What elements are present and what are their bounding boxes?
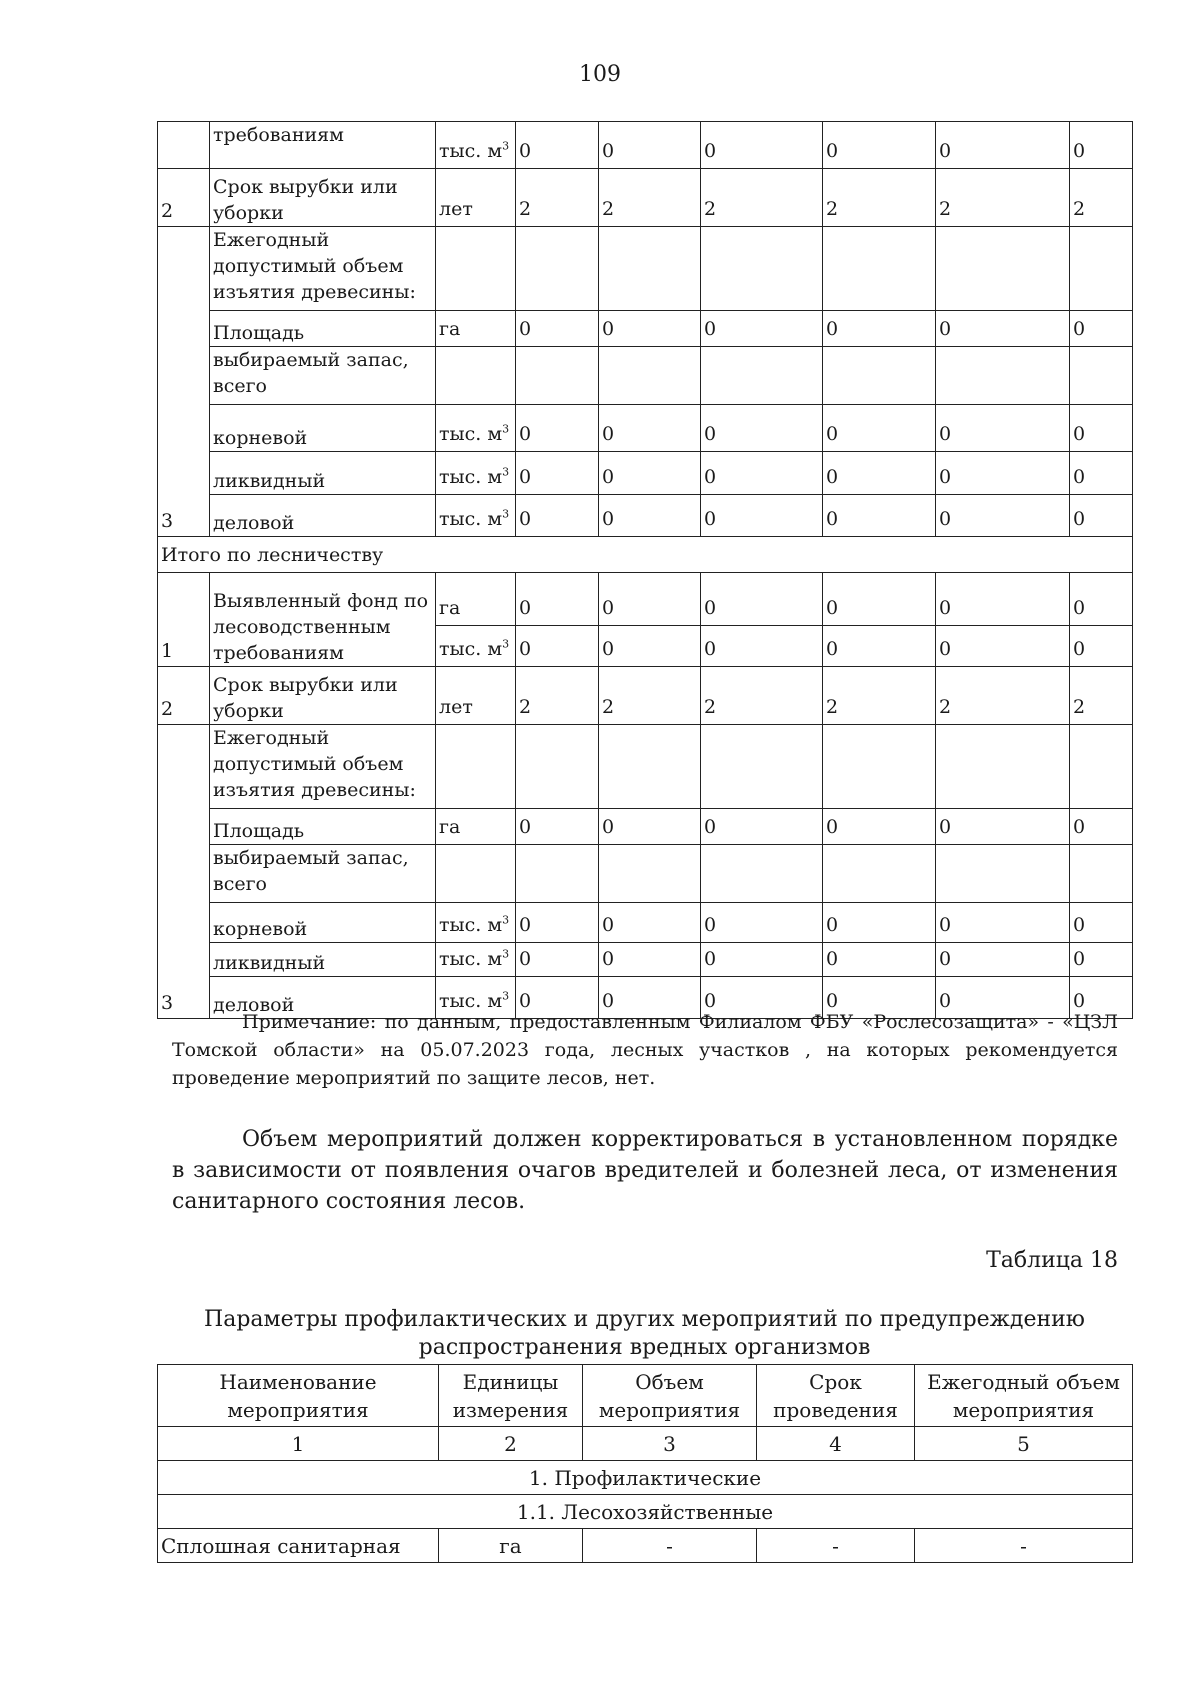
table-cell: 2	[439, 1427, 583, 1461]
table-cell: 0	[701, 452, 823, 495]
table-cell: 3	[158, 227, 210, 537]
table-cell	[436, 122, 516, 169]
table-row	[158, 1529, 1133, 1563]
table-row	[158, 943, 1133, 977]
table-cell: 3	[583, 1427, 757, 1461]
unit-superscript: 3	[502, 422, 510, 436]
table-cell: Площадь	[210, 809, 436, 845]
table-cell	[436, 495, 516, 537]
table-cell	[1070, 227, 1133, 311]
table-cell: Площадь	[210, 311, 436, 347]
table-cell	[701, 347, 823, 405]
table-cell: 0	[701, 311, 823, 347]
table-cell: 0	[701, 977, 823, 1019]
table-cell	[936, 845, 1070, 903]
table-cell: 2	[701, 667, 823, 725]
table-cell	[1070, 845, 1133, 903]
table-cell: 0	[516, 943, 599, 977]
page-number: 109	[579, 62, 621, 87]
unit-label: тыс. м	[439, 423, 503, 445]
table-cell: га	[436, 311, 516, 347]
table-cell: 0	[701, 903, 823, 943]
table-cell: 0	[936, 452, 1070, 495]
table-cell: 0	[599, 903, 701, 943]
table-cell: 0	[823, 903, 936, 943]
table-cell: 0	[599, 405, 701, 452]
table-cell: 0	[701, 573, 823, 626]
table-header-row	[158, 1365, 1133, 1427]
table-cell	[1070, 725, 1133, 809]
table-cell: 2	[1070, 169, 1133, 227]
unit-superscript: 3	[502, 637, 510, 651]
table-cell	[436, 903, 516, 943]
unit-label: тыс. м	[439, 990, 503, 1012]
table-cell	[936, 725, 1070, 809]
table-cell: 2	[701, 169, 823, 227]
table-cell: 2	[1070, 667, 1133, 725]
table-cell	[436, 347, 516, 405]
table-cell: 0	[701, 122, 823, 169]
table-cell: 2	[158, 169, 210, 227]
unit-label: тыс. м	[439, 914, 503, 936]
table-cell: 0	[823, 122, 936, 169]
table-cell: 0	[599, 943, 701, 977]
table-cell: 1. Профилактические	[158, 1461, 1133, 1495]
unit-label: тыс. м	[439, 638, 503, 660]
table-cell: 0	[1070, 452, 1133, 495]
column-header: Наименование мероприятия	[158, 1365, 439, 1427]
table-cell: 0	[936, 809, 1070, 845]
table-cell: Срок вырубки или уборки	[210, 667, 436, 725]
table-cell: -	[757, 1529, 915, 1563]
unit-label: тыс. м	[439, 466, 503, 488]
table-cell: 0	[936, 977, 1070, 1019]
table-cell: 2	[823, 169, 936, 227]
table-cell: 0	[1070, 626, 1133, 667]
table-cell: 0	[599, 626, 701, 667]
table-cell	[823, 725, 936, 809]
table-cell: 0	[1070, 122, 1133, 169]
section-row	[158, 1461, 1133, 1495]
unit-superscript: 3	[502, 507, 510, 521]
table-cell: 0	[516, 573, 599, 626]
table-cell: 0	[516, 452, 599, 495]
table-cell: выбираемый запас, всего	[210, 845, 436, 903]
table-cell: 1	[158, 1427, 439, 1461]
table-cell: 0	[516, 122, 599, 169]
table-cell: 4	[757, 1427, 915, 1461]
table-cell	[436, 943, 516, 977]
table-cell: 0	[823, 405, 936, 452]
note-paragraph: Примечание: по данным, предоставленным Филиалом ФБУ «Рослесозащита» - «ЦЗЛ Томской области» на 05.07.2023 года, лесных участков , на которых рекомендуется проведение мероприятий по защите лесов, нет.	[172, 1011, 1118, 1089]
table-cell: 0	[516, 809, 599, 845]
table-cell: 0	[936, 495, 1070, 537]
table-cell	[516, 227, 599, 311]
table-cell	[823, 347, 936, 405]
column-header: Срок проведения	[757, 1365, 915, 1427]
table-cell	[436, 452, 516, 495]
table-cell	[436, 626, 516, 667]
column-header: Объем мероприятия	[583, 1365, 757, 1427]
table-cell: требованиям	[210, 122, 436, 169]
table-cell: 0	[936, 311, 1070, 347]
table-cell: 0	[599, 122, 701, 169]
table-cell: 0	[599, 809, 701, 845]
table-row	[158, 845, 1133, 903]
table-cell: 0	[599, 452, 701, 495]
table-cell: Ежегодный допустимый объем изъятия древесины:	[210, 725, 436, 809]
table-cell: деловой	[210, 977, 436, 1019]
table-cell	[436, 725, 516, 809]
table-cell	[1070, 347, 1133, 405]
table-cell: лет	[436, 169, 516, 227]
table-cell: 0	[516, 405, 599, 452]
table-row	[158, 169, 1133, 227]
table-cell: 0	[823, 311, 936, 347]
unit-label: тыс. м	[439, 508, 503, 530]
table-cell: 0	[823, 452, 936, 495]
itogo-label: Итого по лесничеству	[158, 537, 1133, 573]
table-cell: 0	[936, 626, 1070, 667]
table-row	[158, 311, 1133, 347]
table-cell: га	[436, 809, 516, 845]
table-row	[158, 452, 1133, 495]
table-cell: 0	[1070, 943, 1133, 977]
table-cell: га	[436, 573, 516, 626]
table-cell: 0	[516, 495, 599, 537]
unit-superscript: 3	[502, 947, 510, 961]
table-cell: 0	[936, 943, 1070, 977]
table-cell: -	[915, 1529, 1133, 1563]
table-cell: 1	[158, 573, 210, 667]
table-cell	[599, 725, 701, 809]
table-cell: Сплошная санитарная	[158, 1529, 439, 1563]
table-cell: 0	[936, 405, 1070, 452]
table-cell: корневой	[210, 405, 436, 452]
table-row	[158, 725, 1133, 809]
table-row	[158, 667, 1133, 725]
table-label: Таблица 18	[986, 1248, 1118, 1273]
table-cell: 2	[516, 667, 599, 725]
column-number-row	[158, 1427, 1133, 1461]
table-title: Параметры профилактических и других мероприятий по предупреждению распространения вредных организмов	[204, 1307, 1085, 1360]
table-cell: 0	[1070, 311, 1133, 347]
table-cell: Ежегодный допустимый объем изъятия древесины:	[210, 227, 436, 311]
table-cell	[436, 405, 516, 452]
table-cell	[701, 725, 823, 809]
table-cell: 0	[516, 977, 599, 1019]
table-cell: 0	[1070, 495, 1133, 537]
table-cell: ликвидный	[210, 452, 436, 495]
table-cell: 0	[599, 977, 701, 1019]
unit-superscript: 3	[502, 989, 510, 1003]
table-cell: лет	[436, 667, 516, 725]
table-cell: 2	[823, 667, 936, 725]
table-cell: Выявленный фонд по лесоводственным требованиям	[210, 573, 436, 667]
table-cell: 0	[516, 311, 599, 347]
table-cell: 2	[516, 169, 599, 227]
table-cell: -	[583, 1529, 757, 1563]
table-cell: 3	[158, 725, 210, 1019]
table-cell: 0	[701, 943, 823, 977]
table-cell: 0	[516, 903, 599, 943]
table-cell: 5	[915, 1427, 1133, 1461]
table-cell: 0	[823, 943, 936, 977]
table-row	[158, 809, 1133, 845]
unit-superscript: 3	[502, 139, 510, 153]
measures-table	[157, 1364, 1133, 1563]
table-cell: 0	[701, 495, 823, 537]
table-cell: 2	[599, 667, 701, 725]
table-cell: 0	[936, 903, 1070, 943]
table-cell: 0	[823, 626, 936, 667]
table-cell: 2	[936, 169, 1070, 227]
table-cell: 0	[1070, 573, 1133, 626]
table-cell: 0	[936, 122, 1070, 169]
table-cell: 0	[599, 311, 701, 347]
table-cell	[516, 845, 599, 903]
table-row	[158, 903, 1133, 943]
table-cell	[516, 725, 599, 809]
column-header: Единицы измерения	[439, 1365, 583, 1427]
table-cell: 0	[936, 573, 1070, 626]
table-cell: 0	[823, 809, 936, 845]
table-cell: 0	[1070, 977, 1133, 1019]
table-cell	[936, 347, 1070, 405]
table-cell: 0	[516, 626, 599, 667]
table-cell	[823, 227, 936, 311]
table-cell	[701, 227, 823, 311]
table-cell: 0	[823, 573, 936, 626]
unit-superscript: 3	[502, 913, 510, 927]
table-cell: 0	[1070, 809, 1133, 845]
unit-label: тыс. м	[439, 140, 503, 162]
section-row	[158, 1495, 1133, 1529]
table-cell	[599, 347, 701, 405]
table-cell: выбираемый запас, всего	[210, 347, 436, 405]
table-cell	[599, 845, 701, 903]
table-row	[158, 573, 1133, 626]
table-cell: 0	[599, 573, 701, 626]
table-cell: 0	[1070, 405, 1133, 452]
table-cell: 0	[1070, 903, 1133, 943]
table-cell: 0	[701, 405, 823, 452]
table-row	[158, 122, 1133, 169]
table-cell: 0	[599, 495, 701, 537]
unit-superscript: 3	[502, 465, 510, 479]
table-cell	[436, 227, 516, 311]
table-cell	[599, 227, 701, 311]
table-cell	[158, 122, 210, 169]
column-header: Ежегодный объем мероприятия	[915, 1365, 1133, 1427]
table-cell: деловой	[210, 495, 436, 537]
table-cell	[516, 347, 599, 405]
table-row	[158, 347, 1133, 405]
table-cell: 2	[158, 667, 210, 725]
table-cell: 0	[823, 977, 936, 1019]
table-cell: ликвидный	[210, 943, 436, 977]
table-cell: 0	[701, 809, 823, 845]
table-cell	[436, 845, 516, 903]
harvest-table	[157, 121, 1133, 1019]
table-row	[158, 405, 1133, 452]
table-cell: корневой	[210, 903, 436, 943]
table-row	[158, 537, 1133, 573]
table-cell: 0	[823, 495, 936, 537]
table-cell: 2	[599, 169, 701, 227]
table-cell: 2	[936, 667, 1070, 725]
table-cell: 1.1. Лесохозяйственные	[158, 1495, 1133, 1529]
table-cell	[823, 845, 936, 903]
table-cell: га	[439, 1529, 583, 1563]
table-row	[158, 227, 1133, 311]
table-cell	[936, 227, 1070, 311]
table-cell: 0	[701, 626, 823, 667]
table-cell: Срок вырубки или уборки	[210, 169, 436, 227]
table-row	[158, 495, 1133, 537]
body-paragraph: Объем мероприятий должен корректироваться в установленном порядке в зависимости от появления очагов вредителей и болезней леса, от изменения санитарного состояния лесов.	[172, 1127, 1118, 1214]
table-cell	[701, 845, 823, 903]
unit-label: тыс. м	[439, 948, 503, 970]
